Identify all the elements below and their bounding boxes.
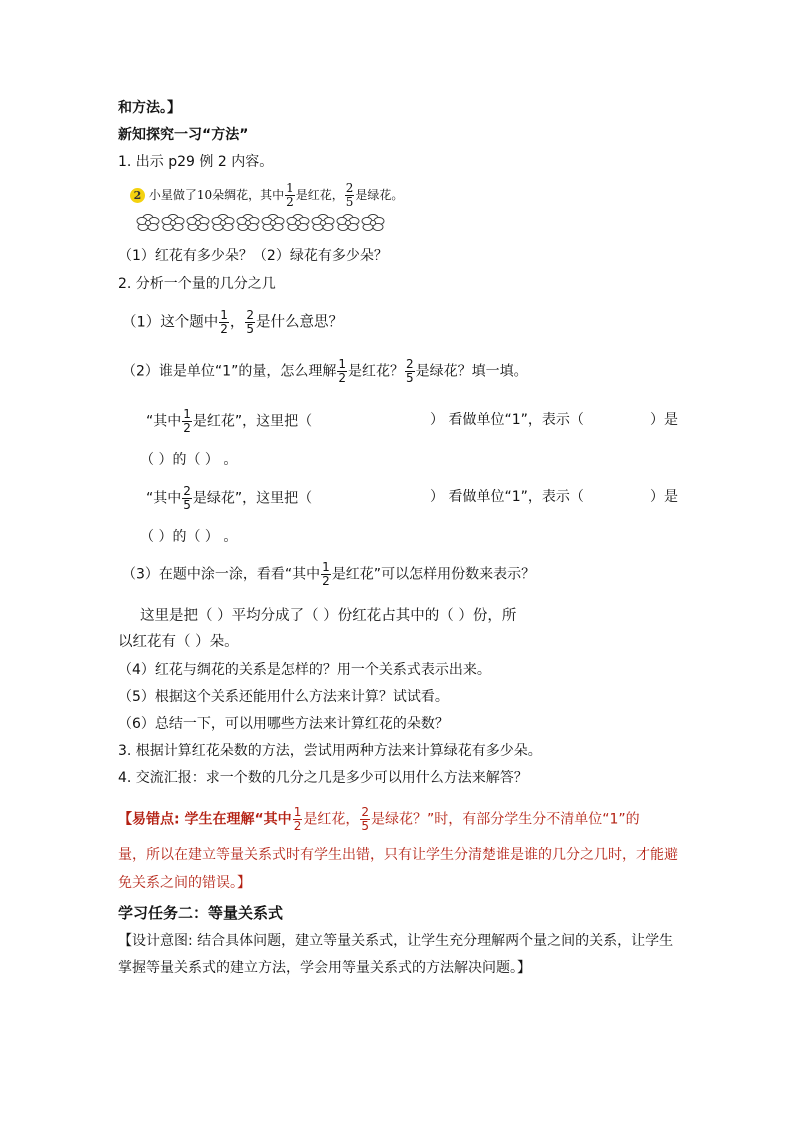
section-heading: 新知探究一习“方法” <box>118 127 249 143</box>
question: （1）红花有多少朵？（2）绿花有多少朵？ <box>118 248 388 264</box>
text-line: 4. 交流汇报：求一个数的几分之几是多少可以用什么方法来解答？ <box>118 770 528 786</box>
flower-row <box>136 214 386 236</box>
flower-outline-icon <box>236 214 260 232</box>
text-line: 1. 出示 p29 例 2 内容。 <box>118 154 274 170</box>
section-heading: 学习任务二：等量关系式 <box>118 904 284 922</box>
flower-outline-icon <box>336 214 360 232</box>
fraction: $\frac{2}{5}$ <box>183 484 191 512</box>
fraction: $\frac{1}{2}$ <box>183 407 191 435</box>
fill-in-segment: ）是 <box>650 412 678 428</box>
design-intent: 【设计意图: 结合具体问题，建立等量关系式，让学生充分理解两个量之间的关系，让学生 <box>118 933 674 949</box>
flower-outline-icon <box>286 214 310 232</box>
error-note: 【易错点: 学生在理解“其中 $\frac{1}{2}$ 是红花， $\frac{2}{5}$ 是绿花？”时，有部分学生分不清单位“1”的 <box>118 805 640 833</box>
fraction: $\frac{1}{2}$ <box>338 357 346 385</box>
error-note: 量，所以在建立等量关系式时有学生出错，只有让学生分清楚谁是谁的几分之几时，才能避 <box>118 847 678 863</box>
example-problem <box>130 182 403 209</box>
question: （3）在题中涂一涂，看看“其中 $\frac{1}{2}$ 是红花”可以怎样用份数来表示？ <box>122 560 536 588</box>
fill-in-segment: ）是 <box>650 489 678 505</box>
fraction: $\frac{1}{2}$ <box>286 181 294 209</box>
answer-line: 以红花有（ ）朵。 <box>118 634 239 650</box>
fraction: $\frac{2}{5}$ <box>361 805 369 833</box>
text-line: 2. 分析一个量的几分之几 <box>118 276 276 292</box>
flower-outline-icon <box>136 214 160 232</box>
text-line: 和方法。】 <box>118 100 181 116</box>
fraction: $\frac{2}{5}$ <box>246 308 255 336</box>
flower-outline-icon <box>311 214 335 232</box>
fill-in-segment: ） 看做单位“1”，表示（ <box>430 412 584 428</box>
error-note: 免关系之间的错误。】 <box>118 875 251 891</box>
fraction: $\frac{1}{2}$ <box>293 805 302 833</box>
flower-outline-icon <box>361 214 385 232</box>
fraction: $\frac{2}{5}$ <box>345 181 354 209</box>
fill-in-line: （ ）的（ ） 。 <box>140 529 238 545</box>
flower-outline-icon <box>211 214 235 232</box>
fraction: $\frac{1}{2}$ <box>220 308 228 336</box>
answer-line: 这里是把（ ）平均分成了（ ）份红花占其中的（ ）份，所 <box>140 608 517 624</box>
question: （4）红花与绸花的关系是怎样的？用一个关系式表示出来。 <box>118 662 491 678</box>
fraction: $\frac{2}{5}$ <box>405 357 414 385</box>
fill-in-segment: ） 看做单位“1”，表示（ <box>430 489 584 505</box>
fill-in-line: （ ）的（ ） 。 <box>140 452 238 468</box>
fill-in-line: “其中 $\frac{1}{2}$ 是红花”，这里把（ <box>146 407 313 435</box>
example-text: 是红花， <box>295 188 344 202</box>
fill-in-line: “其中 $\frac{2}{5}$ 是绿花”，这里把（ <box>146 484 313 512</box>
fraction: $\frac{1}{2}$ <box>322 560 330 588</box>
flower-outline-icon <box>186 214 210 232</box>
question: （1）这个题中 $\frac{1}{2}$ ， $\frac{2}{5}$ 是什么意思？ <box>122 308 344 336</box>
example-text: 小星做了10朵绸花，其中 <box>148 188 285 202</box>
question: （6）总结一下，可以用哪些方法来计算红花的朵数？ <box>118 716 449 732</box>
flower-outline-icon <box>261 214 285 232</box>
flower-outline-icon <box>161 214 185 232</box>
example-text: 是绿花。 <box>355 188 404 202</box>
design-intent: 掌握等量关系式的建立方法，学会用等量关系式的方法解决问题。】 <box>118 960 531 976</box>
example-number-badge: 2 <box>130 188 145 203</box>
text-line: 3. 根据计算红花朵数的方法，尝试用两种方法来计算绿花有多少朵。 <box>118 743 542 759</box>
question: （2）谁是单位“1”的量，怎么理解 $\frac{1}{2}$ 是红花？ $\frac{2}{5}$ 是绿花？填一填。 <box>122 357 528 385</box>
question: （5）根据这个关系还能用什么方法来计算？试试看。 <box>118 689 449 705</box>
